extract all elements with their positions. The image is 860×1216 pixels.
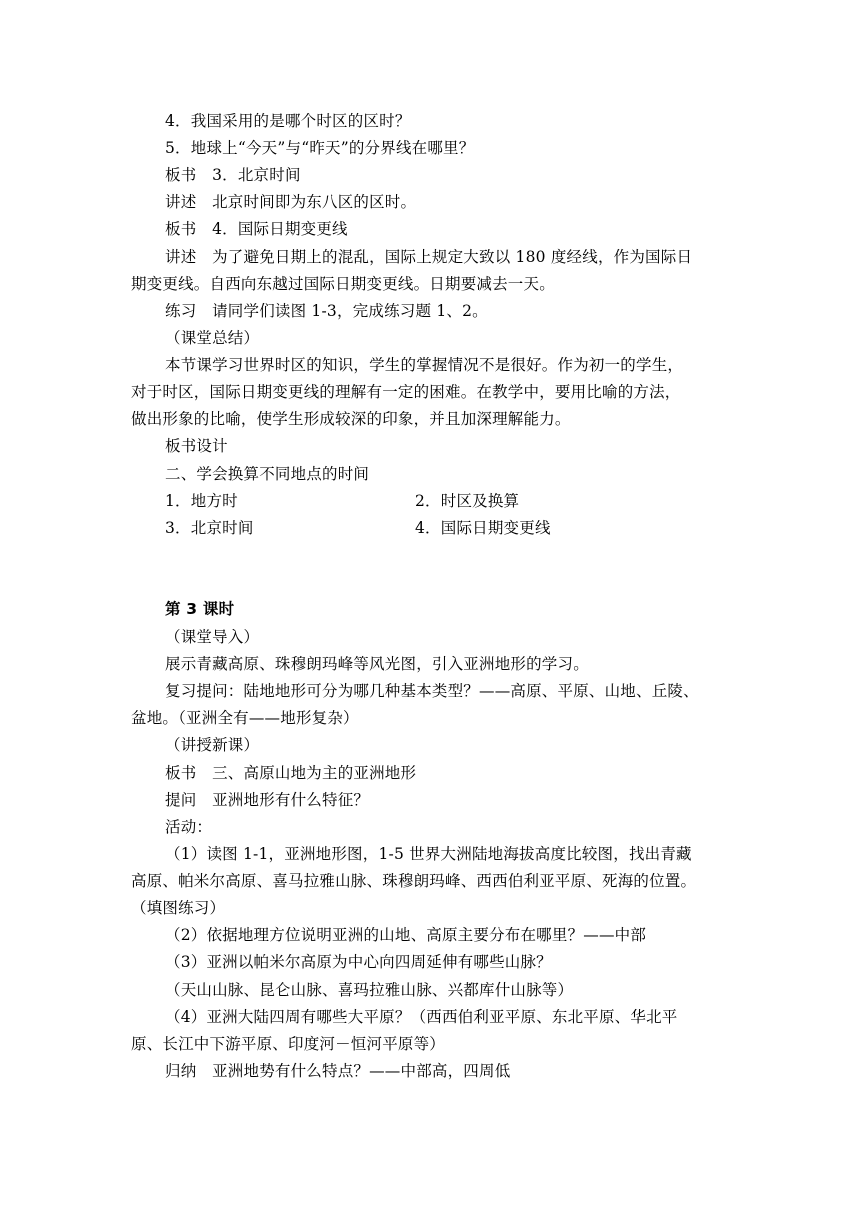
text-line: 原、长江中下游平原、印度河－恒河平原等） xyxy=(131,1035,446,1053)
text-line: 展示青藏高原、珠穆朗玛峰等风光图，引入亚洲地形的学习。 xyxy=(165,655,589,673)
text-line: 盆地。（亚洲全有——地形复杂） xyxy=(131,709,359,727)
text-line: 板书设计 xyxy=(165,437,228,455)
text-line: （1）读图 1-1，亚洲地形图，1-5 世界大洲陆地海拔高度比较图，找出青藏 xyxy=(165,845,692,863)
text-line: 本节课学习世界时区的知识，学生的掌握情况不是很好。作为初一的学生， xyxy=(165,356,684,374)
text-line: 期变更线。自西向东越过国际日期变更线。日期要减去一天。 xyxy=(131,275,555,293)
text-line: 4．国际日期变更线 xyxy=(415,519,551,537)
text-line: 板书 三、高原山地为主的亚洲地形 xyxy=(165,764,417,782)
text-line: 复习提问：陆地地形可分为哪几种基本类型？——高原、平原、山地、丘陵、 xyxy=(165,682,699,700)
text-line: 做出形象的比喻，使学生形成较深的印象，并且加深理解能力。 xyxy=(131,410,571,428)
text-line: （填图练习） xyxy=(131,899,226,917)
text-line: 板书 4．国际日期变更线 xyxy=(165,220,348,238)
text-line: 3．北京时间 xyxy=(165,519,254,537)
text-line: （讲授新课） xyxy=(165,736,260,754)
text-line: 归纳 亚洲地势有什么特点？——中部高，四周低 xyxy=(165,1062,511,1080)
text-line: （课堂导入） xyxy=(165,628,260,646)
text-line: （3）亚洲以帕米尔高原为中心向四周延伸有哪些山脉？ xyxy=(165,953,552,971)
text-line: 活动： xyxy=(165,818,213,836)
text-line: 练习 请同学们读图 1-3，完成练习题 1、2。 xyxy=(165,302,488,320)
section-heading: 第 3 课时 xyxy=(165,600,235,618)
text-line: 5．地球上“今天”与“昨天”的分界线在哪里？ xyxy=(165,139,475,157)
text-line: 板书 3．北京时间 xyxy=(165,166,301,184)
text-line: （4）亚洲大陆四周有哪些大平原？（西西伯利亚平原、东北平原、华北平 xyxy=(165,1008,678,1026)
text-line: 2．时区及换算 xyxy=(415,492,520,510)
text-line: 讲述 为了避免日期上的混乱，国际上规定大致以 180 度经线，作为国际日 xyxy=(165,248,693,266)
text-line: （课堂总结） xyxy=(165,329,260,347)
text-line: （天山山脉、昆仑山脉、喜玛拉雅山脉、兴都库什山脉等） xyxy=(165,981,574,999)
text-line: 对于时区，国际日期变更线的理解有一定的困难。在教学中，要用比喻的方法， xyxy=(131,383,681,401)
text-line: 讲述 北京时间即为东八区的区时。 xyxy=(165,193,417,211)
text-line: 二、学会换算不同地点的时间 xyxy=(165,465,370,483)
text-line: 1．地方时 xyxy=(165,492,238,510)
text-line: 4．我国采用的是哪个时区的区时？ xyxy=(165,112,411,130)
text-line: 提问 亚洲地形有什么特征？ xyxy=(165,791,370,809)
text-line: （2）依据地理方位说明亚洲的山地、高原主要分布在哪里？——中部 xyxy=(165,926,647,944)
text-line: 高原、帕米尔高原、喜马拉雅山脉、珠穆朗玛峰、西西伯利亚平原、死海的位置。 xyxy=(131,872,697,890)
